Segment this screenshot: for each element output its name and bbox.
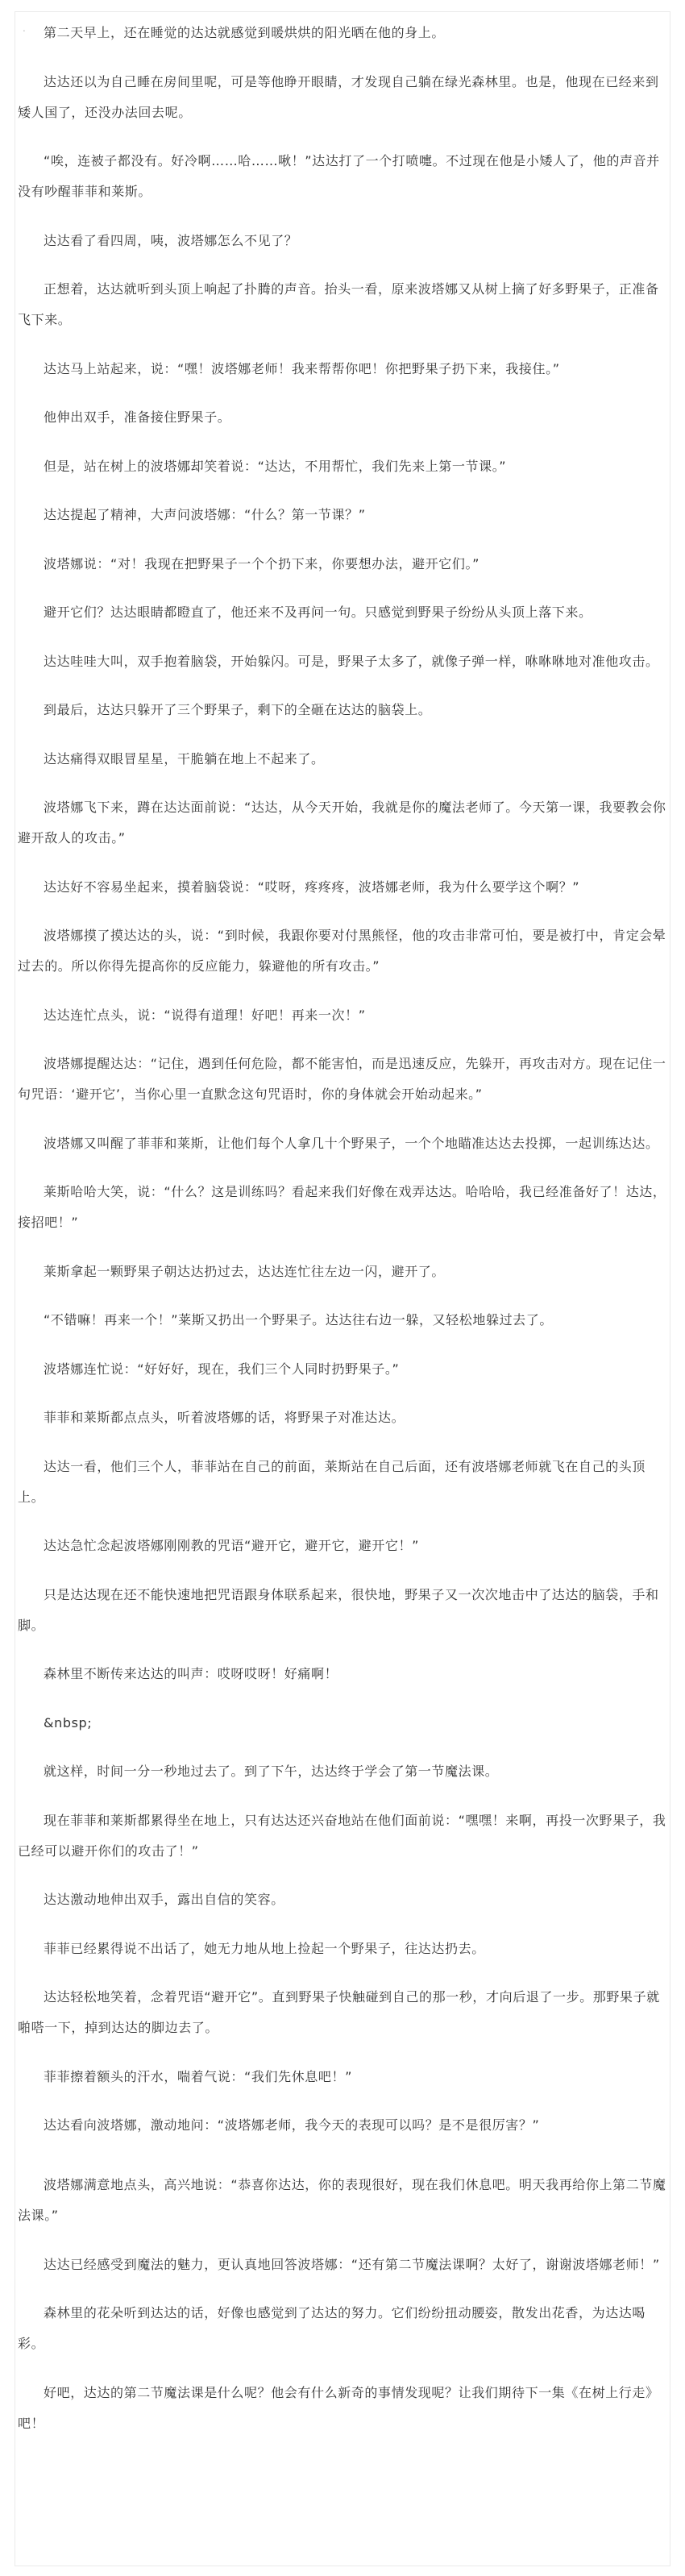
paragraph: 波塔娜摸了摸达达的头，说：“到时候，我跟你要对付黑熊怪，他的攻击非常可怕，要是被打中，肯定会晕过去的。所以你得先提高你的反应能力，躲避他的所有攻击。” xyxy=(18,928,666,974)
paragraph: 森林里不断传来达达的叫声：哎呀哎呀！好痛啊！ xyxy=(44,1666,338,1681)
paragraph: 达达提起了精神，大声问波塔娜：“什么？第一节课？” xyxy=(44,507,366,522)
corner-mark: . xyxy=(23,23,26,34)
paragraph: 他伸出双手，准备接住野果子。 xyxy=(44,409,231,425)
paragraph: 避开它们？达达眼睛都瞪直了，他还来不及再问一句。只感觉到野果子纷纷从头顶上落下来。 xyxy=(44,605,592,620)
paragraph: 菲菲已经累得说不出话了，她无力地从地上捡起一个野果子，往达达扔去。 xyxy=(44,1940,485,1956)
paragraph: 达达连忙点头，说：“说得有道理！好吧！再来一次！” xyxy=(44,1007,366,1023)
paragraph: 达达已经感受到魔法的魅力，更认真地回答波塔娜：“还有第二节魔法课啊？太好了，谢谢波塔娜老师！” xyxy=(44,2256,660,2272)
paragraph: 波塔娜又叫醒了菲菲和莱斯，让他们每个人拿几十个野果子，一个个地瞄准达达去投掷，一起训练达达。 xyxy=(44,1135,659,1151)
paragraph: 好吧，达达的第二节魔法课是什么呢？他会有什么新奇的事情发现呢？让我们期待下一集《在树上行走》吧！ xyxy=(18,2384,659,2431)
story-text xyxy=(18,18,667,2439)
paragraph: 到最后，达达只躲开了三个野果子，剩下的全砸在达达的脑袋上。 xyxy=(44,702,432,717)
paragraph: 波塔娜说：“对！我现在把野果子一个个扔下来，你要想办法，避开它们。” xyxy=(44,555,480,571)
paragraph: 现在菲菲和莱斯都累得坐在地上，只有达达还兴奋地站在他们面前说：“嘿嘿！来啊，再投一次野果子，我已经可以避开你们的攻击了！” xyxy=(18,1812,666,1859)
paragraph: 正想着，达达就听到头顶上响起了扑腾的声音。抬头一看，原来波塔娜又从树上摘了好多野果子，正准备飞下来。 xyxy=(18,281,659,327)
paragraph: 波塔娜连忙说：“好好好，现在，我们三个人同时扔野果子。” xyxy=(44,1361,400,1377)
paragraph: 波塔娜满意地点头，高兴地说：“恭喜你达达，你的表现很好，现在我们休息吧。明天我再给你上第二节魔法课。” xyxy=(18,2177,666,2223)
paragraph: 达达轻松地笑着，念着咒语“避开它”。直到野果子快触碰到自己的那一秒，才向后退了一步。那野果子就啪嗒一下，掉到达达的脚边去了。 xyxy=(18,1989,660,2035)
paragraph: 波塔娜飞下来，蹲在达达面前说：“达达，从今天开始，我就是你的魔法老师了。今天第一课，我要教会你避开敌人的攻击。” xyxy=(18,800,666,846)
paragraph: 达达看向波塔娜，激动地问：“波塔娜老师，我今天的表现可以吗？是不是很厉害？” xyxy=(44,2117,540,2133)
paragraph: 莱斯哈哈大笑，说：“什么？这是训练吗？看起来我们好像在戏弄达达。哈哈哈，我已经准备好了！达达，接招吧！” xyxy=(18,1184,666,1230)
paragraph: 菲菲擦着额头的汗水，喘着气说：“我们先休息吧！” xyxy=(44,2068,352,2084)
paragraph: 达达痛得双眼冒星星，干脆躺在地上不起来了。 xyxy=(44,750,325,767)
paragraph: 菲菲和莱斯都点点头，听着波塔娜的话，将野果子对准达达。 xyxy=(44,1410,405,1425)
paragraph: 达达哇哇大叫，双手抱着脑袋，开始躲闪。可是，野果子太多了，就像子弹一样，咻咻咻地对准他攻击。 xyxy=(44,653,659,669)
paragraph: “不错嘛！再来一个！”莱斯又扔出一个野果子。达达往右边一躲，又轻松地躲过去了。 xyxy=(44,1312,553,1327)
paragraph: 达达马上站起来，说：“嘿！波塔娜老师！我来帮帮你吧！你把野果子扔下来，我接住。” xyxy=(44,360,560,376)
paragraph: 莱斯拿起一颗野果子朝达达扔过去，达达连忙往左边一闪，避开了。 xyxy=(44,1263,446,1279)
paragraph: 波塔娜提醒达达：“记住，遇到任何危险，都不能害怕，而是迅速反应，先躲开，再攻击对方。现在记住一句咒语：‘避开它’，当你心里一直默念这句咒语时，你的身体就会开始动起来。” xyxy=(18,1056,666,1102)
paragraph: 达达激动地伸出双手，露出自信的笑容。 xyxy=(44,1892,284,1907)
paragraph: 森林里的花朵听到达达的话，好像也感觉到了达达的努力。它们纷纷扭动腰姿，散发出花香，为达达喝彩。 xyxy=(18,2305,646,2351)
paragraph: &nbsp; xyxy=(44,1714,93,1730)
paragraph: 就这样，时间一分一秒地过去了。到了下午，达达终于学会了第一节魔法课。 xyxy=(44,1764,499,1779)
paragraph: 达达还以为自己睡在房间里呢，可是等他睁开眼睛，才发现自己躺在绿光森林里。也是，他现在已经来到矮人国了，还没办法回去呢。 xyxy=(18,73,659,120)
paragraph: 达达一看，他们三个人，菲菲站在自己的前面，莱斯站在自己后面，还有波塔娜老师就飞在自己的头顶上。 xyxy=(18,1458,646,1505)
paragraph: 达达急忙念起波塔娜刚刚教的咒语“避开它，避开它，避开它！” xyxy=(44,1538,419,1553)
paragraph: 第二天早上，还在睡觉的达达就感觉到暖烘烘的阳光晒在他的身上。 xyxy=(44,25,446,40)
paragraph: 只是达达现在还不能快速地把咒语跟身体联系起来，很快地，野果子又一次次地击中了达达的脑袋，手和脚。 xyxy=(18,1586,659,1633)
paragraph: 但是，站在树上的波塔娜却笑着说：“达达，不用帮忙，我们先来上第一节课。” xyxy=(44,458,507,474)
paragraph: “唉，连被子都没有。好冷啊……哈……啾！”达达打了一个打喷嚏。不过现在他是小矮人了，他的声音并没有吵醒菲菲和莱斯。 xyxy=(18,153,660,199)
paragraph: 达达看了看四周，咦，波塔娜怎么不见了？ xyxy=(44,232,298,248)
paragraph: 达达好不容易坐起来，摸着脑袋说：“哎呀，疼疼疼，波塔娜老师，我为什么要学这个啊？” xyxy=(44,879,580,895)
